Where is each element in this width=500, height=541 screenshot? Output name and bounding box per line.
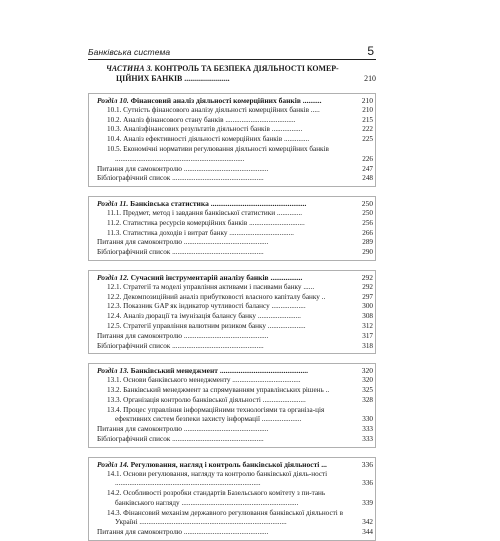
chapter-section <box>88 270 376 354</box>
chapter-leader-dots: ................. <box>270 272 303 282</box>
entry-page: 333 <box>362 434 373 443</box>
entry-title: Бібліографічний список <box>97 434 171 443</box>
entry-title: 10.1. Сутність фінансового аналізу діяльності комерційних банків <box>107 105 309 114</box>
entry-leader-dots: ............................................... <box>183 164 269 173</box>
chapter-page: 210 <box>361 96 373 105</box>
entry-leader-dots: ..... <box>310 105 320 114</box>
chapter-page: 250 <box>361 199 373 209</box>
entry-page: 226 <box>362 154 373 163</box>
entry-title: 11.2. Статистика ресурсів комерційних банків <box>107 218 248 227</box>
entry-leader-dots: .............. <box>276 208 303 217</box>
part-label: ЧАСТИНА 3. <box>106 64 153 73</box>
chapter-heading <box>97 199 375 209</box>
entry-title: 12.1. Стратегії та моделі управління активами і пасивами банку <box>107 282 302 291</box>
entry-page: 328 <box>362 395 373 404</box>
entry-title: 11.1. Предмет, метод і завдання банківської статистики <box>107 208 276 217</box>
entry-page: 320 <box>362 376 373 385</box>
entry-title: 10.4. Аналіз ефективності діяльності комерційних банків <box>107 135 283 144</box>
entry-leader-dots: ....................................... <box>225 115 296 124</box>
entry-title: Питання для самоконтролю <box>97 238 183 247</box>
entry-leader-dots: ........................ <box>257 312 301 321</box>
chapter-leader-dots: ... <box>321 459 327 469</box>
entry-leader-dots: ............................................... <box>183 425 269 434</box>
entry-page: 290 <box>362 248 373 257</box>
toc-subsection-entry <box>97 489 375 509</box>
chapter-leader-dots: .......... <box>302 96 322 105</box>
entry-page: 344 <box>362 528 373 537</box>
toc-subsection-entry <box>97 406 375 426</box>
entry-leader-dots: ................. <box>271 125 303 134</box>
chapter-heading <box>97 460 375 470</box>
toc-entry <box>97 174 375 184</box>
chapter-page: 336 <box>361 459 373 469</box>
entry-page: 308 <box>362 312 373 321</box>
entry-page: 336 <box>362 479 373 488</box>
entry-page: 247 <box>362 164 373 173</box>
part-title: КОНТРОЛЬ ТА БЕЗПЕКА ДІЯЛЬНОСТІ КОМЕР-ЦІЙНИХ БАНКІВ <box>116 64 339 83</box>
entry-leader-dots: .................................... <box>229 228 294 237</box>
part-heading <box>88 64 376 84</box>
entry-leader-dots: ................................................................. <box>181 498 299 507</box>
entry-page: 266 <box>362 228 373 237</box>
toc-entry <box>97 425 375 435</box>
chapter-page: 292 <box>361 272 373 282</box>
toc-subsection-entry <box>97 322 375 332</box>
toc-subsection-entry <box>97 396 375 406</box>
entry-title: Питання для самоконтролю <box>97 528 183 537</box>
entry-leader-dots: ........................................................................ <box>115 154 245 163</box>
toc-entry <box>97 528 375 538</box>
toc-subsection-entry <box>97 229 375 239</box>
entry-title: 13.1. Основи банківського менеджменту <box>107 376 231 385</box>
chapter-section <box>88 196 376 261</box>
entry-leader-dots: ............................................... <box>183 238 269 247</box>
toc-entry <box>97 342 375 352</box>
entry-title: 10.3. Аналізфінансових результатів діяльності банків <box>107 125 270 134</box>
chapter-label: Розділ 14. <box>97 459 129 469</box>
entry-page: 318 <box>362 341 373 350</box>
toc-subsection-entry <box>97 209 375 219</box>
entry-page: 256 <box>362 218 373 227</box>
entry-leader-dots: ..................... <box>267 321 306 330</box>
entry-title: 12.3. Показник GAP як індикатор чутливості балансу <box>107 302 270 311</box>
toc-subsection-entry <box>97 106 375 116</box>
entry-leader-dots: ...................................... <box>232 376 301 385</box>
chapter-label: Розділ 10. <box>97 96 129 105</box>
entry-title: 12.5. Стратегії управління валютним ризиком банку <box>107 321 266 330</box>
toc-entry <box>97 248 375 258</box>
entry-leader-dots: ................................................... <box>172 434 264 443</box>
toc-subsection-entry <box>97 116 375 126</box>
chapter-list <box>88 93 376 541</box>
entry-title: 14.3. Фінансовий механізм державного регулювання банківської діяльності в Україні <box>107 508 343 527</box>
entry-page: 222 <box>362 125 373 134</box>
chapter-title: Регулювання, нагляд і контроль банківської діяльності <box>130 459 320 469</box>
toc-entry <box>97 165 375 175</box>
entry-leader-dots: .............. <box>283 135 310 144</box>
chapter-label: Розділ 12. <box>97 272 129 282</box>
part-leader-dots: ....................... <box>184 74 230 83</box>
toc-subsection-entry <box>97 135 375 145</box>
part-page: 210 <box>364 74 376 83</box>
entry-title: Бібліографічний список <box>97 248 171 257</box>
entry-page: 215 <box>362 115 373 124</box>
chapter-section <box>88 93 376 187</box>
entry-page: 300 <box>362 302 373 311</box>
entry-leader-dots: .. <box>325 385 330 394</box>
toc-subsection-entry <box>97 302 375 312</box>
chapter-title: Банківська статистика <box>130 199 209 209</box>
entry-leader-dots: ............................................... <box>183 528 269 537</box>
chapter-section <box>88 363 376 447</box>
entry-title: 12.4. Аналіз дюрації та імунізація балансу банку <box>107 312 257 321</box>
entry-page: 342 <box>362 518 373 527</box>
entry-leader-dots: ...................... <box>261 415 302 424</box>
entry-leader-dots: ................................................... <box>172 341 264 350</box>
toc-entry <box>97 435 375 445</box>
entry-leader-dots: .. <box>321 292 326 301</box>
chapter-title: Фінансовий аналіз діяльності комерційних банків <box>130 96 301 105</box>
toc-subsection-entry <box>97 470 375 490</box>
chapter-page: 320 <box>361 366 373 376</box>
toc-subsection-entry <box>97 283 375 293</box>
entry-page: 210 <box>362 105 373 114</box>
entry-title: 10.5. Економічні нормативи регулювання діяльності комерційних банків <box>107 144 329 153</box>
entry-page: 292 <box>362 282 373 291</box>
entry-title: Бібліографічний список <box>97 341 171 350</box>
entry-leader-dots: ................... <box>271 302 306 311</box>
entry-page: 325 <box>362 385 373 394</box>
toc-subsection-entry <box>97 219 375 229</box>
table-of-contents <box>88 64 376 541</box>
entry-page: 312 <box>362 321 373 330</box>
entry-page: 339 <box>362 498 373 507</box>
entry-leader-dots: ................................................... <box>172 174 264 183</box>
entry-leader-dots: .................................................................................. <box>139 518 287 527</box>
chapter-heading <box>97 96 375 106</box>
chapter-heading <box>97 366 375 376</box>
entry-page: 330 <box>362 415 373 424</box>
running-title: Банківська система <box>88 47 171 57</box>
entry-page: 248 <box>362 174 373 183</box>
entry-leader-dots: ........................ <box>262 395 306 404</box>
toc-entry <box>97 332 375 342</box>
entry-leader-dots: ................................................... <box>172 248 264 257</box>
page-header <box>88 44 376 60</box>
entry-title: 13.4. Процес управління інформаційними технологіями та організа-ція ефективних систем безпеки захисту інформації <box>107 405 325 424</box>
toc-subsection-entry <box>97 376 375 386</box>
entry-title: Питання для самоконтролю <box>97 164 183 173</box>
entry-leader-dots: ............................... <box>249 218 305 227</box>
page-number: 5 <box>367 44 374 58</box>
entry-page: 289 <box>362 238 373 247</box>
entry-page: 297 <box>362 292 373 301</box>
entry-page: 317 <box>362 331 373 340</box>
chapter-label: Розділ 13. <box>97 366 129 376</box>
chapter-section <box>88 457 376 541</box>
toc-subsection-entry <box>97 312 375 322</box>
entry-title: 14.1. Основи регулювання, нагляду та контролю банківської діяль-ності <box>107 469 328 478</box>
entry-title: 12.2. Декомпозиційний аналіз прибутковості власного капіталу банку <box>107 292 320 301</box>
entry-title: Питання для самоконтролю <box>97 331 183 340</box>
entry-title: 11.3. Статистика доходів і витрат банку <box>107 228 228 237</box>
entry-page: 333 <box>362 425 373 434</box>
chapter-label: Розділ 11. <box>97 199 129 209</box>
entry-leader-dots: ...... <box>303 282 315 291</box>
toc-subsection-entry <box>97 145 375 165</box>
entry-title: 10.2. Аналіз фінансового стану банків <box>107 115 224 124</box>
chapter-title: Сучасний інструментарій аналізу банків <box>130 272 269 282</box>
toc-subsection-entry <box>97 386 375 396</box>
toc-subsection-entry <box>97 293 375 303</box>
entry-title: 13.2. Банківський менеджмент за спрямуванням управлінських рішень <box>107 385 324 394</box>
entry-page: 225 <box>362 135 373 144</box>
chapter-leader-dots: ............................................... <box>219 366 308 376</box>
entry-title: Бібліографічний список <box>97 174 171 183</box>
entry-leader-dots: ................................................................................. <box>115 479 261 488</box>
entry-title: 14.2. Особливості розробки стандартів Базельського комітету з пи-тань банківського нагляду <box>107 489 326 507</box>
entry-page: 250 <box>362 208 373 217</box>
chapter-title: Банківський менеджмент <box>130 366 218 376</box>
entry-leader-dots: ............................................... <box>183 331 269 340</box>
entry-title: Питання для самоконтролю <box>97 425 183 434</box>
entry-title: 13.3. Організація контролю банківської діяльності <box>107 395 261 404</box>
toc-entry <box>97 238 375 248</box>
toc-subsection-entry <box>97 125 375 135</box>
chapter-heading <box>97 273 375 283</box>
toc-subsection-entry <box>97 509 375 529</box>
chapter-leader-dots: ................................................... <box>210 199 307 209</box>
